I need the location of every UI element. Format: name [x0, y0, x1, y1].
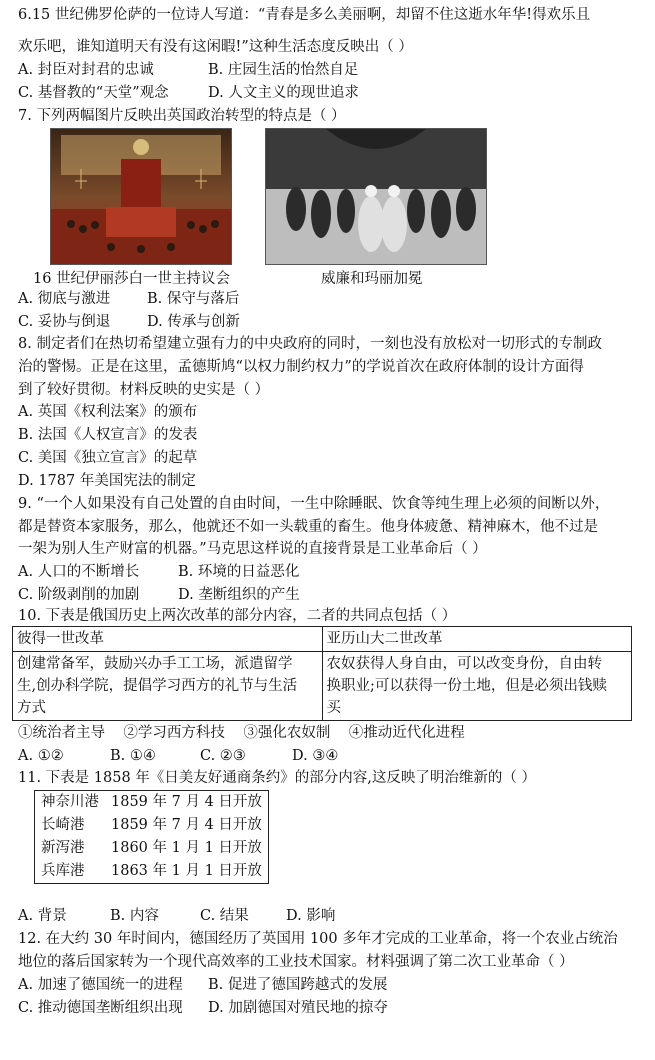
q7-option-b: B. 保守与落后 [147, 291, 240, 307]
q12-stem-line1: 12. 在大约 30 年时间内，德国经历了英国用 100 多年才完成的工业革命，将一个农业占统治 [18, 931, 618, 947]
q9-option-b: B. 环境的日益恶化 [178, 564, 300, 580]
port-name: 新泻港 [41, 840, 85, 856]
q6-stem-line1: 6.15 世纪佛罗伦萨的一位诗人写道：“青春是多么美丽啊，却留不住这逝水年华!得欢乐且 [18, 7, 591, 23]
q9-option-a: A. 人口的不断增长 [18, 564, 140, 580]
q12-option-b: B. 促进了德国跨越式的发展 [208, 977, 388, 993]
q10-items: ①统治者主导 ②学习西方科技 ③强化农奴制 ④推动近代化进程 [18, 725, 465, 741]
q12-option-c: C. 推动德国垄断组织出现 [18, 1000, 183, 1016]
q10-col2-header: 亚历山大二世改革 [322, 627, 632, 652]
q8-stem-line3: 到了较好贯彻。材料反映的史实是（ ） [18, 382, 270, 398]
port-open-date: 1859 年 7 月 4 日开放 [111, 794, 262, 810]
q10-col1-line2: 生,创办科学院，提倡学习西方的礼节与生活 [17, 678, 298, 694]
q10-option-d: D. ③④ [292, 748, 339, 764]
table-row [35, 814, 269, 837]
william-mary-coronation-image [265, 128, 487, 265]
q10-stem: 10. 下表是俄国历史上两次改革的部分内容，二者的共同点包括（ ） [18, 608, 457, 624]
q6-option-d: D. 人文主义的现世追求 [208, 85, 359, 101]
q9-stem-line3: 一架为别人生产财富的机器。”马克思这样说的直接背景是工业革命后（ ） [18, 541, 487, 557]
q10-col1-content [13, 652, 323, 721]
port-name: 长崎港 [41, 817, 85, 833]
port-open-date: 1860 年 1 月 1 日开放 [111, 840, 262, 856]
q11-option-c: C. 结果 [200, 908, 249, 924]
q10-reform-table [12, 626, 632, 721]
q10-col2-content [322, 652, 632, 721]
q10-col1-line1: 创建常备军，鼓励兴办手工工场，派遣留学 [17, 656, 293, 672]
port-open-date: 1863 年 1 月 1 日开放 [111, 863, 262, 879]
q9-stem-line2: 都是替资本家服务，那么，他就还不如一头载重的畜生。他身体疲惫、精神麻木，他不过是 [18, 519, 598, 535]
table-row [13, 627, 632, 652]
q7-option-c: C. 妥协与倒退 [18, 314, 111, 330]
q8-stem-line2: 治的警惕。正是在这里，孟德斯鸠“以权力制约权力”的学说首次在政府体制的设计方面得 [18, 359, 584, 375]
port-name: 神奈川港 [41, 794, 99, 810]
q11-stem: 11. 下表是 1858 年《日美友好通商条约》的部分内容,这反映了明治维新的（ ） [18, 770, 537, 786]
port-name: 兵库港 [41, 863, 85, 879]
elizabeth-parliament-image [50, 128, 232, 265]
q6-option-c: C. 基督教的“天堂”观念 [18, 85, 169, 101]
table-row [35, 791, 269, 815]
q11-option-d: D. 影响 [286, 908, 336, 924]
q6-option-b: B. 庄园生活的怡然自足 [208, 62, 359, 78]
q9-option-d: D. 垄断组织的产生 [178, 587, 300, 603]
q10-col2-line3: 买 [326, 700, 341, 716]
caption-william-mary: 威廉和玛丽加冕 [321, 271, 423, 287]
q10-col2-line2: 换职业;可以获得一份土地，但是必须出钱赎 [326, 678, 607, 694]
q8-stem-line1: 8. 制定者们在热切希望建立强有力的中央政府的同时，一刻也没有放松对一切形式的专制政 [18, 336, 602, 352]
table-row [35, 860, 269, 884]
q11-port-table [34, 790, 269, 884]
q12-stem-line2: 地位的落后国家转为一个现代高效率的工业技术国家。材料强调了第二次工业革命（ ） [18, 954, 574, 970]
table-row [35, 837, 269, 860]
q10-option-c: C. ②③ [200, 748, 246, 764]
q10-col1-line3: 方式 [17, 700, 46, 716]
port-open-date: 1859 年 7 月 4 日开放 [111, 817, 262, 833]
q11-option-a: A. 背景 [18, 908, 67, 924]
q9-stem-line1: 9. “一个人如果没有自己处置的自由时间，一生中除睡眠、饮食等纯生理上必须的间断以外， [18, 496, 610, 512]
q8-option-d: D. 1787 年美国宪法的制定 [18, 473, 196, 489]
q8-option-a: A. 英国《权利法案》的颁布 [18, 404, 198, 420]
table-row [13, 652, 632, 721]
q10-option-b: B. ①④ [110, 748, 156, 764]
q6-stem-line2: 欢乐吧，谁知道明天有没有这闲暇!”这种生活态度反映出（ ） [18, 39, 413, 55]
q7-option-a: A. 彻底与激进 [18, 291, 111, 307]
q9-option-c: C. 阶级剥削的加剧 [18, 587, 140, 603]
q8-option-c: C. 美国《独立宣言》的起草 [18, 450, 198, 466]
q12-option-a: A. 加速了德国统一的进程 [18, 977, 183, 993]
q11-option-b: B. 内容 [110, 908, 159, 924]
q10-option-a: A. ①② [18, 748, 64, 764]
q7-option-d: D. 传承与创新 [147, 314, 240, 330]
q6-option-a: A. 封臣对封君的忠诚 [18, 62, 154, 78]
q7-stem: 7. 下列两幅图片反映出英国政治转型的特点是（ ） [18, 108, 346, 124]
caption-elizabeth: 16 世纪伊丽莎白一世主持议会 [33, 271, 231, 287]
q12-option-d: D. 加剧德国对殖民地的掠夺 [208, 1000, 388, 1016]
q8-option-b: B. 法国《人权宣言》的发表 [18, 427, 198, 443]
q10-col2-line1: 农奴获得人身自由，可以改变身份，自由转 [326, 656, 602, 672]
q10-col1-header: 彼得一世改革 [13, 627, 323, 652]
